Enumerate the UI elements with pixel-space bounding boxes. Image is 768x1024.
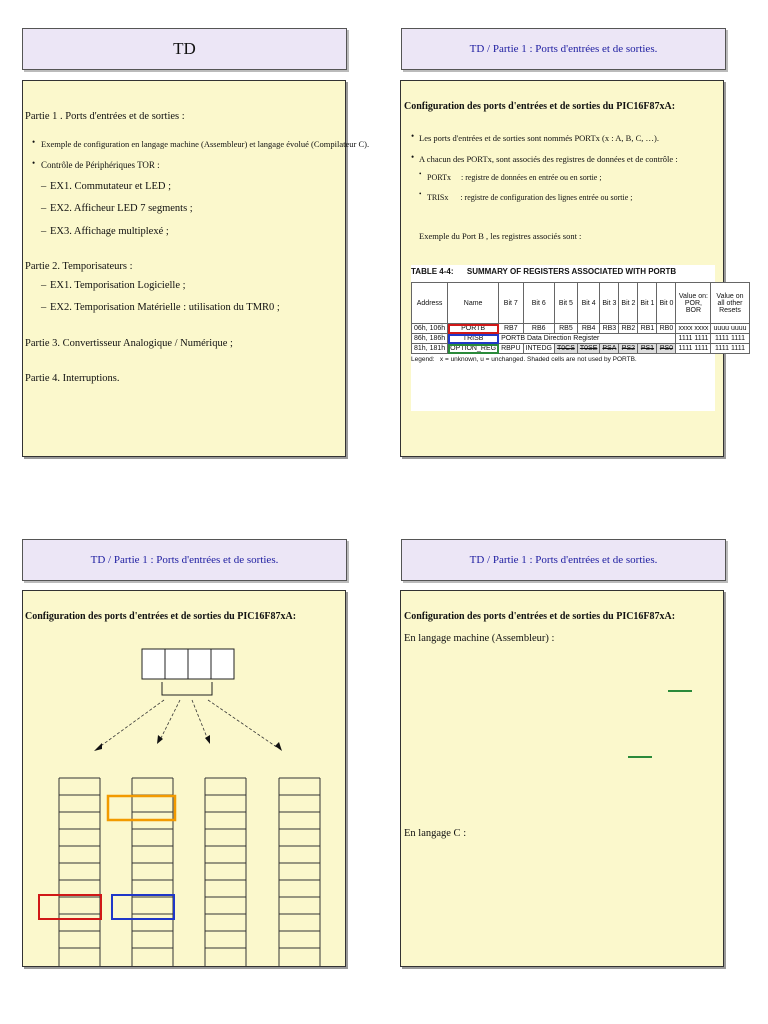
highlight-blue — [112, 895, 174, 919]
slide1-p2-ex2: EX2. Temporisation Matérielle : utilisation du TMR0 ; — [50, 302, 280, 313]
cell: RB6 — [523, 324, 554, 334]
slide1-header-title: TD — [173, 39, 196, 58]
slide2-header — [401, 28, 726, 70]
slide2-bullet1: Les ports d'entrées et de sorties sont nommés PORTx (x : A, B, C, …). — [419, 133, 659, 143]
slide2-bullet2: A chacun des PORTx, sont associés des registres de données et de contrôle : — [419, 154, 678, 164]
slide3-header-title: TD / Partie 1 : Ports d'entrées et de sorties. — [90, 554, 279, 566]
slide2-example: Exemple du Port B , les registres associés sont : — [419, 231, 582, 241]
cell-shaded: T0CS — [554, 344, 577, 354]
dash: – — [41, 280, 47, 291]
brace — [162, 682, 212, 695]
highlight-red — [39, 895, 101, 919]
cell-trisb: TRISB — [448, 334, 499, 344]
table-row — [412, 344, 750, 354]
slide4-asm-label: En langage machine (Assembleur) : — [404, 633, 555, 644]
green-underline — [628, 756, 652, 758]
bullet-dot: • — [411, 131, 415, 141]
col-header: Bit 3 — [600, 283, 619, 324]
cell: RB7 — [499, 324, 523, 334]
col-header: Name — [448, 283, 499, 324]
register-bits — [142, 649, 234, 679]
arrows — [98, 700, 278, 748]
cell: RBPU — [499, 344, 523, 354]
table-legend: Legend: x = unknown, u = unchanged. Shaded cells are not used by PORTB. — [411, 356, 637, 363]
slide2-trisx: TRISx : registre de configuration des lignes entrée ou sortie ; — [427, 193, 633, 202]
arrowheads — [94, 735, 282, 751]
slide1-header — [22, 28, 347, 70]
dash: – — [41, 181, 47, 192]
col-header: Address — [412, 283, 448, 324]
bullet-dot: • — [32, 158, 36, 168]
cell: RB5 — [554, 324, 577, 334]
col-header: Bit 4 — [577, 283, 600, 324]
cell: RB1 — [638, 324, 657, 334]
cell: RB0 — [657, 324, 676, 334]
cell: uuuu uuuu — [711, 324, 749, 334]
slide2-header-title: TD / Partie 1 : Ports d'entrées et de sorties. — [469, 43, 658, 55]
cell-shaded: PS1 — [638, 344, 657, 354]
bullet-dot: • — [419, 190, 422, 198]
bullet-dot: • — [32, 137, 36, 147]
cell: 1111 1111 — [711, 344, 749, 354]
slide1-bullet1: Exemple de configuration en langage machine (Assembleur) et langage évolué (Compilateur C). — [41, 139, 370, 149]
col-header: Bit 5 — [554, 283, 577, 324]
col-header: Bit 6 — [523, 283, 554, 324]
cell-trisb-desc: PORTB Data Direction Register — [499, 334, 676, 344]
dash: – — [41, 302, 47, 313]
slide1-ex1: EX1. Commutateur et LED ; — [50, 181, 172, 192]
cell-portb: PORTB — [448, 324, 499, 334]
dash: – — [41, 203, 47, 214]
port-diagram — [22, 590, 346, 967]
portb-register-table — [411, 265, 747, 411]
col-header: Bit 2 — [619, 283, 638, 324]
cell: 1111 1111 — [676, 344, 711, 354]
cell: RB2 — [619, 324, 638, 334]
slide3-title: Configuration des ports d'entrées et de sorties du PIC16F87xA: — [25, 611, 297, 622]
slide1-ex2: EX2. Afficheur LED 7 segments ; — [50, 203, 193, 214]
col-header: Bit 7 — [499, 283, 523, 324]
slide1-p2-ex1: EX1. Temporisation Logicielle ; — [50, 280, 186, 291]
slide4-title: Configuration des ports d'entrées et de sorties du PIC16F87xA: — [404, 611, 676, 622]
slide2-portx: PORTx : registre de données en entrée ou en sortie ; — [427, 173, 602, 182]
slide4-header — [401, 539, 726, 581]
cell: 86h, 186h — [412, 334, 448, 344]
slide1-bullet2: Contrôle de Périphériques TOR : — [41, 160, 160, 170]
cell: 1111 1111 — [711, 334, 749, 344]
cell-shaded: PSA — [600, 344, 619, 354]
slide4-header-title: TD / Partie 1 : Ports d'entrées et de sorties. — [469, 554, 658, 566]
cell: 06h, 106h — [412, 324, 448, 334]
col-header: Value on: POR, BOR — [676, 283, 711, 324]
cell: INTEDG — [523, 344, 554, 354]
slide1-part2-title: Partie 2. Temporisateurs : — [25, 261, 133, 272]
cell-option-reg: OPTION_REG — [448, 344, 499, 354]
slide3-header — [22, 539, 347, 581]
table-row — [412, 334, 750, 344]
bullet-dot: • — [411, 152, 415, 162]
cell-shaded: T0SE — [577, 344, 600, 354]
register-stacks — [59, 778, 320, 967]
cell: xxxx xxxx — [676, 324, 711, 334]
col-header: Bit 1 — [638, 283, 657, 324]
table-row — [412, 324, 750, 334]
slide2-title: Configuration des ports d'entrées et de sorties du PIC16F87xA: — [404, 101, 676, 112]
slide1-ex3: EX3. Affichage multiplexé ; — [50, 226, 169, 237]
register-table — [411, 282, 750, 354]
dash: – — [41, 226, 47, 237]
slide1-part1-title: Partie 1 . Ports d'entrées et de sorties : — [25, 111, 185, 122]
col-header: Value on all other Resets — [711, 283, 749, 324]
cell: RB3 — [600, 324, 619, 334]
table-title: TABLE 4-4: SUMMARY OF REGISTERS ASSOCIATED WITH PORTB — [411, 267, 677, 276]
bullet-dot: • — [419, 170, 422, 178]
slide1-part3: Partie 3. Convertisseur Analogique / Numérique ; — [25, 338, 233, 349]
highlight-orange — [108, 796, 175, 820]
cell: RB4 — [577, 324, 600, 334]
cell: 1111 1111 — [676, 334, 711, 344]
table-header-row — [412, 283, 750, 324]
cell-shaded: PS2 — [619, 344, 638, 354]
cell-shaded: PS0 — [657, 344, 676, 354]
slide1-part4: Partie 4. Interruptions. — [25, 373, 120, 384]
cell: 81h, 181h — [412, 344, 448, 354]
slide4-c-label: En langage C : — [404, 828, 467, 839]
slide4-body — [400, 590, 724, 967]
col-header: Bit 0 — [657, 283, 676, 324]
green-underline — [668, 690, 692, 692]
